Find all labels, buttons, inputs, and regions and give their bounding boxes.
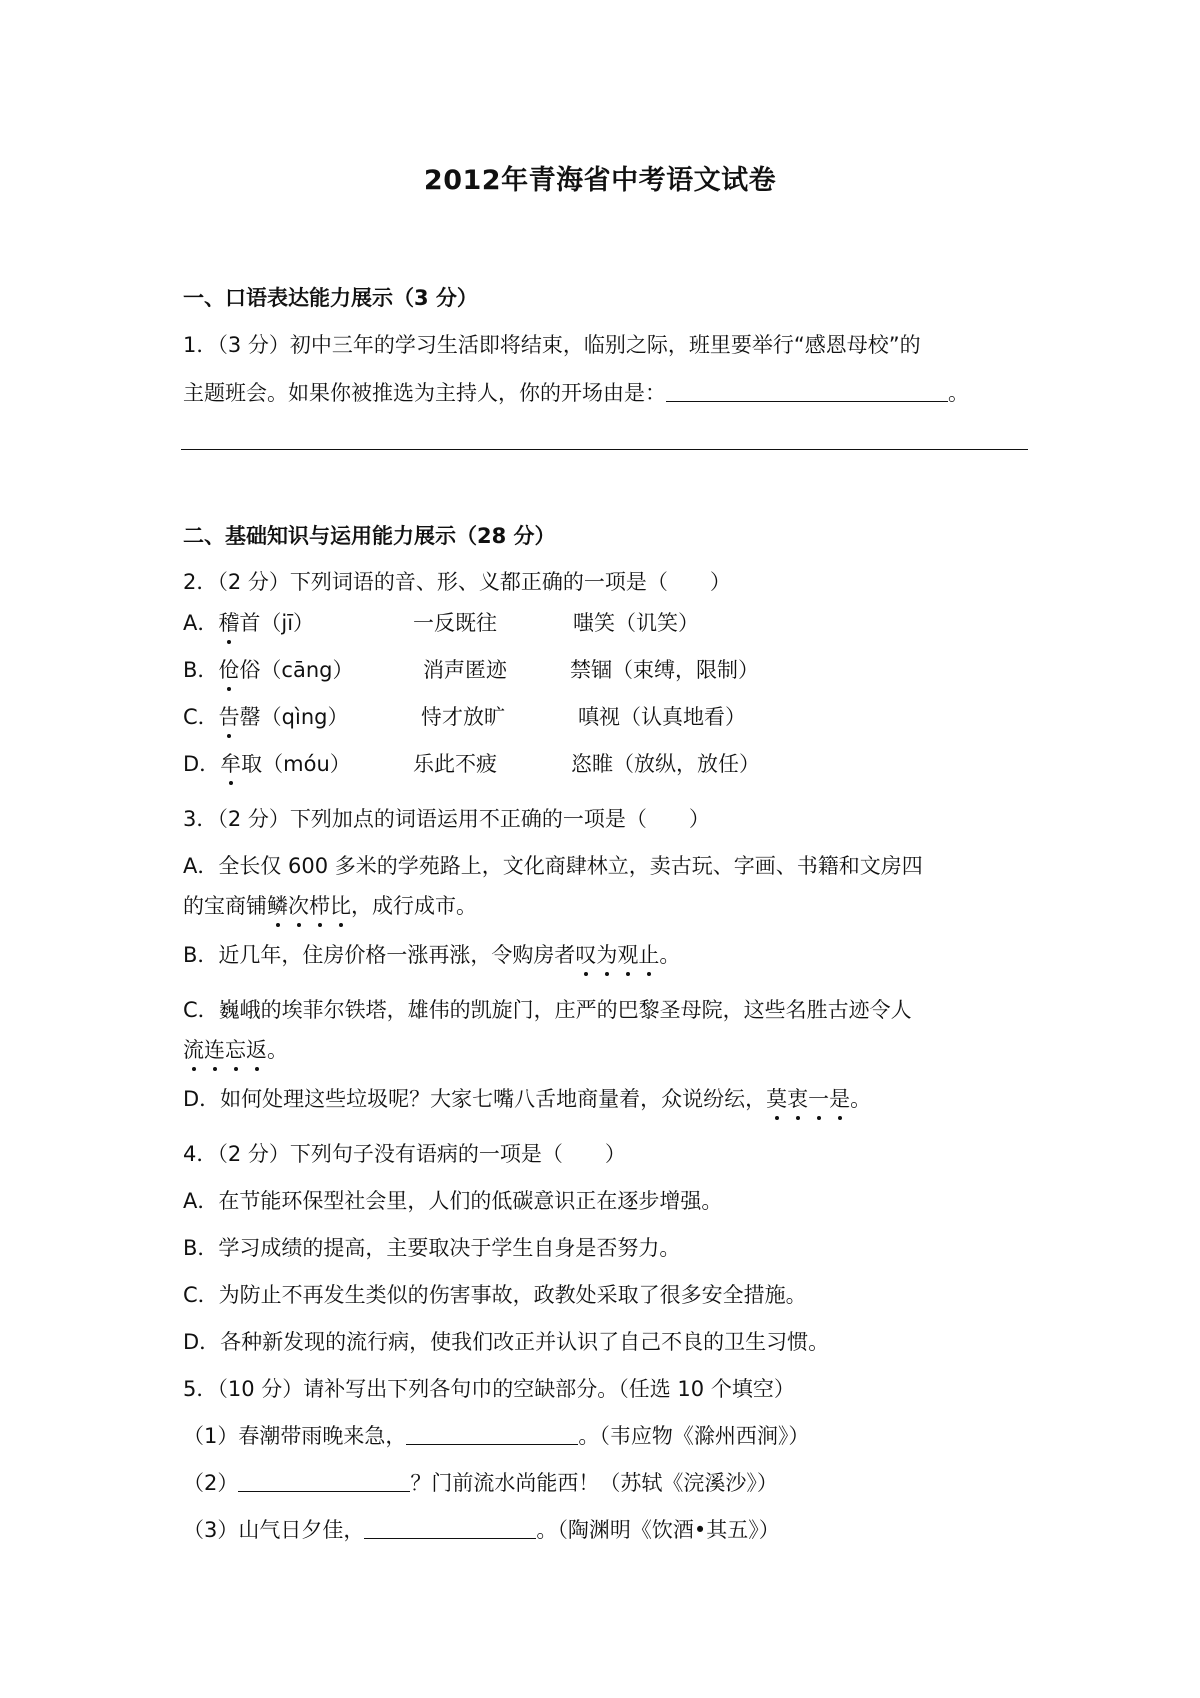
q2-option-a-word2: 一反既往 (413, 611, 497, 635)
q3-option-a-line1: A．全长仅 600 多米的学苑路上，文化商肆林立，卖古玩、字画、书籍和文房四 (183, 854, 923, 878)
q5-item-1-blank[interactable] (406, 1422, 578, 1445)
dotted-char: 止 (638, 943, 660, 967)
exam-title: 2012年青海省中考语文试卷 (423, 165, 777, 196)
q5-item-1-post: 。（韦应物《滁州西涧》） (578, 1424, 810, 1448)
q5-item-3-post: 。（陶渊明《饮酒•其五》） (536, 1518, 780, 1542)
q1-answer-line[interactable] (181, 449, 1028, 450)
dotted-char: 比 (330, 894, 351, 918)
q3-d-pre: D．如何处理这些垃圾呢？大家七嘴八舌地商量着，众说纷纭， (183, 1087, 767, 1111)
dotted-char: 是 (829, 1087, 851, 1111)
option-text: 首（jī） (239, 611, 315, 635)
q2-option-c-word3: 嗔视（认真地看） (578, 705, 746, 729)
dotted-char: 栉 (309, 894, 330, 918)
q2-option-c-word2: 恃才放旷 (421, 705, 505, 729)
dotted-char: 叹 (575, 943, 597, 967)
q5-item-3-blank[interactable] (364, 1516, 536, 1539)
q3-option-a-line2 (183, 891, 477, 921)
dotted-char: 稽 (218, 611, 240, 635)
dotted-char: 牟 (220, 752, 242, 776)
q4-option-b: B．学习成绩的提高，主要取决于学生自身是否努力。 (183, 1236, 681, 1260)
q3-b-pre: B．近几年，住房价格一涨再涨，令购房者 (183, 943, 576, 967)
q1-line1: 1．（3 分）初中三年的学习生活即将结束，临别之际，班里要举行“感恩母校”的 (183, 333, 921, 357)
q2-option-b-word2: 消声匿迹 (423, 658, 507, 682)
q5-item-2-post: ？门前流水尚能西！（苏轼《浣溪沙》） (410, 1471, 778, 1495)
dotted-char: 返 (246, 1038, 267, 1062)
dotted-char: 告 (218, 705, 240, 729)
q5-stem: 5．（10 分）请补写出下列各句巾的空缺部分。（任选 10 个填空） (183, 1377, 795, 1401)
dotted-char: 衷 (787, 1087, 809, 1111)
dotted-char: 伧 (218, 658, 240, 682)
option-text: 取（móu） (241, 752, 351, 776)
q3-a-pre: 的宝商铺 (183, 894, 267, 918)
option-prefix: A． (183, 611, 219, 635)
q2-option-a-word1 (183, 608, 314, 638)
option-text: 罄（qìng） (239, 705, 349, 729)
q5-item-2-pre: （2） (183, 1471, 239, 1495)
option-text: 俗（cāng） (239, 658, 354, 682)
q3-option-c-line2 (183, 1035, 288, 1065)
q1-answer-blank[interactable] (666, 379, 948, 402)
q2-option-a (183, 608, 883, 638)
q3-b-post: 。 (659, 943, 681, 967)
q2-option-b-word3: 禁锢（束缚，限制） (570, 658, 759, 682)
q3-stem: 3．（2 分）下列加点的词语运用不正确的一项是（ ） (183, 807, 710, 831)
dotted-char: 次 (288, 894, 309, 918)
dotted-char: 莫 (766, 1087, 788, 1111)
q2-option-d-word3: 恣睢（放纵，放任） (571, 752, 760, 776)
q4-option-d: D．各种新发现的流行病，使我们改正并认识了自己不良的卫生习惯。 (183, 1330, 830, 1354)
q2-option-c (183, 702, 883, 732)
q2-stem: 2．（2 分）下列词语的音、形、义都正确的一项是（ ） (183, 570, 731, 594)
q1-line2-end: 。 (948, 381, 969, 405)
q2-option-b-word1 (183, 655, 353, 685)
q5-item-2-blank[interactable] (238, 1469, 410, 1492)
q4-stem: 4．（2 分）下列句子没有语病的一项是（ ） (183, 1142, 626, 1166)
dotted-char: 鳞 (267, 894, 288, 918)
q3-option-d (183, 1084, 871, 1114)
q3-option-c-line1: C．巍峨的埃菲尔铁塔，雄伟的凯旋门，庄严的巴黎圣母院，这些名胜古迹令人 (183, 998, 912, 1022)
q4-option-c: C．为防止不再发生类似的伤害事故，政教处采取了很多安全措施。 (183, 1283, 807, 1307)
option-prefix: C． (183, 705, 219, 729)
q3-c-post: 。 (267, 1038, 288, 1062)
q2-option-d (183, 749, 883, 779)
q3-option-b (183, 940, 680, 970)
section2-heading: 二、基础知识与运用能力展示（28 分） (183, 524, 556, 548)
q3-d-post: 。 (850, 1087, 872, 1111)
dotted-char: 一 (808, 1087, 830, 1111)
q5-item-3-pre: （3）山气日夕佳， (183, 1518, 365, 1542)
q2-option-b (183, 655, 883, 685)
q5-item-1-pre: （1）春潮带雨晚来急， (183, 1424, 407, 1448)
q1-line2 (183, 378, 969, 408)
q5-item-2 (183, 1468, 778, 1498)
q2-option-a-word3: 嗤笑（讥笑） (573, 611, 699, 635)
dotted-char: 连 (204, 1038, 225, 1062)
option-prefix: D． (183, 752, 221, 776)
q5-item-3 (183, 1515, 780, 1545)
option-prefix: B． (183, 658, 219, 682)
q5-item-1 (183, 1421, 809, 1451)
section1-heading: 一、口语表达能力展示（3 分） (183, 286, 478, 310)
q1-line2-text: 主题班会。如果你被推选为主持人，你的开场由是： (183, 381, 666, 405)
q3-a-post: ，成行成市。 (351, 894, 477, 918)
dotted-char: 为 (596, 943, 618, 967)
q2-option-d-word2: 乐此不疲 (413, 752, 497, 776)
dotted-char: 流 (183, 1038, 204, 1062)
q2-option-d-word1 (183, 749, 351, 779)
q4-option-a: A．在节能环保型社会里，人们的低碳意识正在逐步增强。 (183, 1189, 723, 1213)
dotted-char: 忘 (225, 1038, 246, 1062)
q2-option-c-word1 (183, 702, 348, 732)
dotted-char: 观 (617, 943, 639, 967)
